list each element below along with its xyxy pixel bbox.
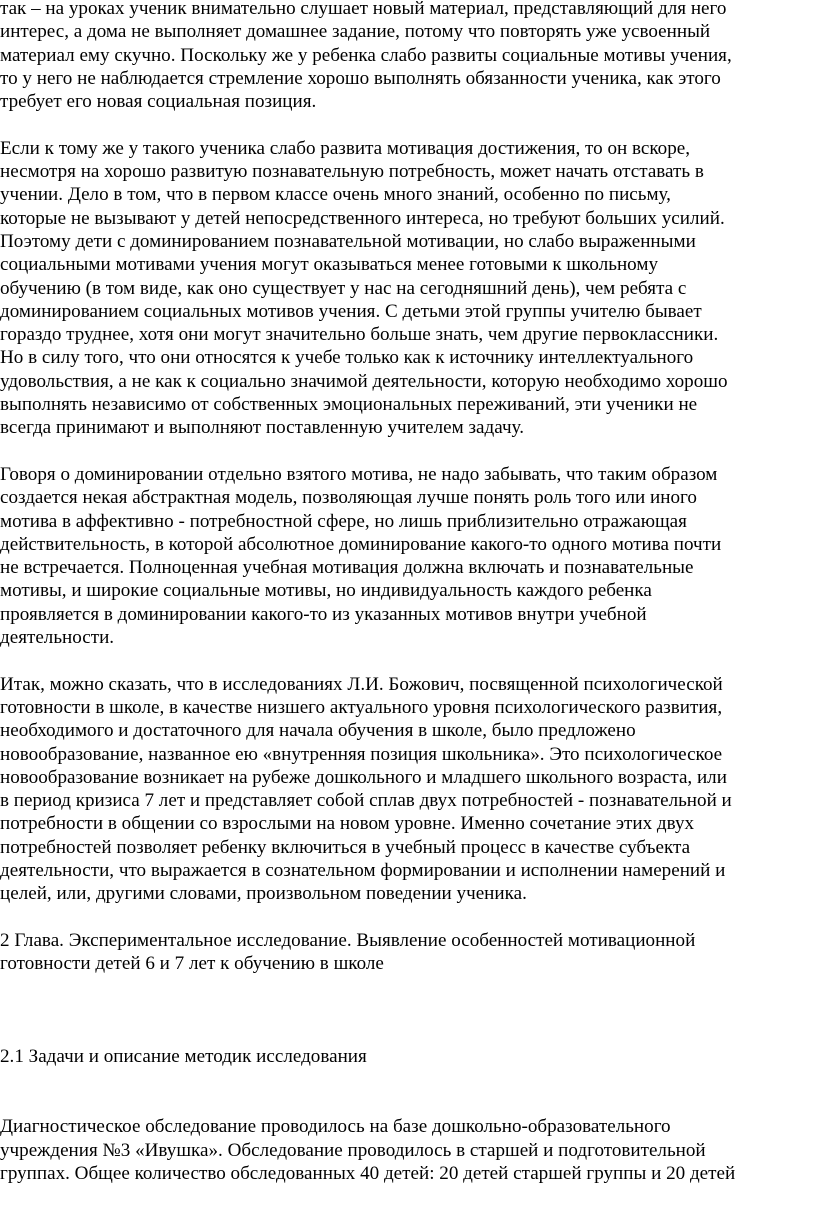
text-line: потребностей позволяет ребенку включиться в учебный процесс в качестве субъекта [0, 836, 691, 858]
text-line: создается некая абстрактная модель, позволяющая лучше понять роль того или иного [0, 487, 697, 509]
text-line: обучению (в том виде, как оно существует у нас на сегодняшний день), чем ребята с [0, 277, 687, 299]
text-line: необходимого и достаточного для начала обучения в школе, было предложено [0, 720, 636, 742]
text-line: несмотря на хорошо развитую познавательную потребность, может начать отставать в [0, 161, 704, 183]
text-line: Итак, можно сказать, что в исследованиях Л.И. Божович, посвященной психологической [0, 673, 723, 695]
text-line: не встречается. Полноценная учебная мотивация должна включать и познавательные [0, 557, 694, 579]
text-line: Но в силу того, что они относятся к учебе только как к источнику интеллектуального [0, 347, 694, 369]
text-line: выполнять независимо от собственных эмоциональных переживаний, эти ученики не [0, 394, 698, 416]
text-line: всегда принимают и выполняют поставленную учителем задачу. [0, 417, 524, 439]
text-line: деятельности, что выражается в сознательном формировании и исполнении намерений и [0, 859, 726, 881]
text-line: удовольствия, а не как к социально значимой деятельности, которую необходимо хорошо [0, 370, 728, 392]
text-line: новообразование, названное ею «внутренняя позиция школьника». Это психологическое [0, 743, 723, 765]
paragraph-gap [0, 440, 816, 463]
text-line: мотивы, и широкие социальные мотивы, но индивидуальность каждого ребенка [0, 580, 652, 602]
text-line: то у него не наблюдается стремление хорошо выполнять обязанности ученика, как этого [0, 67, 721, 89]
text-line: интерес, а дома не выполняет домашнее задание, потому что повторять уже усвоенный [0, 21, 711, 43]
text-line: Говоря о доминировании отдельно взятого мотива, не надо забывать, что таким образом [0, 463, 718, 485]
paragraph-4 [0, 673, 816, 906]
text-line: учении. Дело в том, что в первом классе очень много знаний, особенно по письму, [0, 184, 671, 206]
text-line: деятельности. [0, 627, 115, 649]
chapter-heading [0, 929, 816, 976]
text-line: учреждения №3 «Ивушка». Обследование проводилось в старшей и подготовительной [0, 1139, 706, 1161]
section-gap [0, 1069, 816, 1116]
text-line: целей, или, другими словами, произвольном поведении ученика. [0, 883, 527, 905]
text-line: действительность, в которой абсолютное доминирование какого-то одного мотива почти [0, 533, 722, 555]
text-line: группах. Общее количество обследованных 40 детей: 20 детей старшей группы и 20 детей [0, 1162, 736, 1184]
text-line: так – на уроках ученик внимательно слушает новый материал, представляющий для него [0, 0, 727, 19]
paragraph-gap [0, 113, 816, 136]
text-line: социальными мотивами учения могут оказываться менее готовыми к школьному [0, 254, 658, 276]
section-heading [0, 1045, 816, 1068]
text-line: доминированием социальных мотивов учения. С детьми этой группы учителю бывает [0, 300, 702, 322]
heading-line: 2 Глава. Экспериментальное исследование. Выявление особенностей мотивационной [0, 929, 696, 951]
text-line: которые не вызывают у детей непосредственного интереса, но требуют больших усилий. [0, 207, 725, 229]
section-gap [0, 975, 816, 1045]
text-line: готовности в школе, в качестве низшего актуального уровня психологического развития, [0, 696, 723, 718]
paragraph-2 [0, 137, 816, 440]
text-line: потребности в общении со взрослыми на новом уровне. Именно сочетание этих двух [0, 813, 695, 835]
paragraph-3 [0, 463, 816, 649]
text-line: гораздо труднее, хотя они могут значительно больше знать, чем другие первоклассники. [0, 324, 719, 346]
text-line: в период кризиса 7 лет и представляет собой сплав двух потребностей - познавательной и [0, 790, 732, 812]
text-line: Поэтому дети с доминированием познавательной мотивации, но слабо выраженными [0, 230, 696, 252]
final-paragraph [0, 1115, 816, 1185]
text-line: новообразование возникает на рубеже дошкольного и младшего школьного возраста, или [0, 766, 727, 788]
text-line: Если к тому же у такого ученика слабо развита мотивация достижения, то он вскоре, [0, 137, 691, 159]
paragraph-gap [0, 906, 816, 929]
text-line: проявляется в доминировании какого-то из указанных мотивов внутри учебной [0, 603, 647, 625]
text-line: мотива в аффективно - потребностной сфере, но лишь приблизительно отражающая [0, 510, 687, 532]
text-line: требует его новая социальная позиция. [0, 91, 317, 113]
heading-line: готовности детей 6 и 7 лет к обучению в школе [0, 953, 384, 975]
paragraph-gap [0, 649, 816, 672]
text-line: материал ему скучно. Поскольку же у ребенка слабо развиты социальные мотивы учения, [0, 44, 732, 66]
text-line: Диагностическое обследование проводилось на базе дошкольно-образовательного [0, 1116, 671, 1138]
heading-line: 2.1 Задачи и описание методик исследования [0, 1046, 367, 1068]
paragraph-1 [0, 0, 816, 113]
